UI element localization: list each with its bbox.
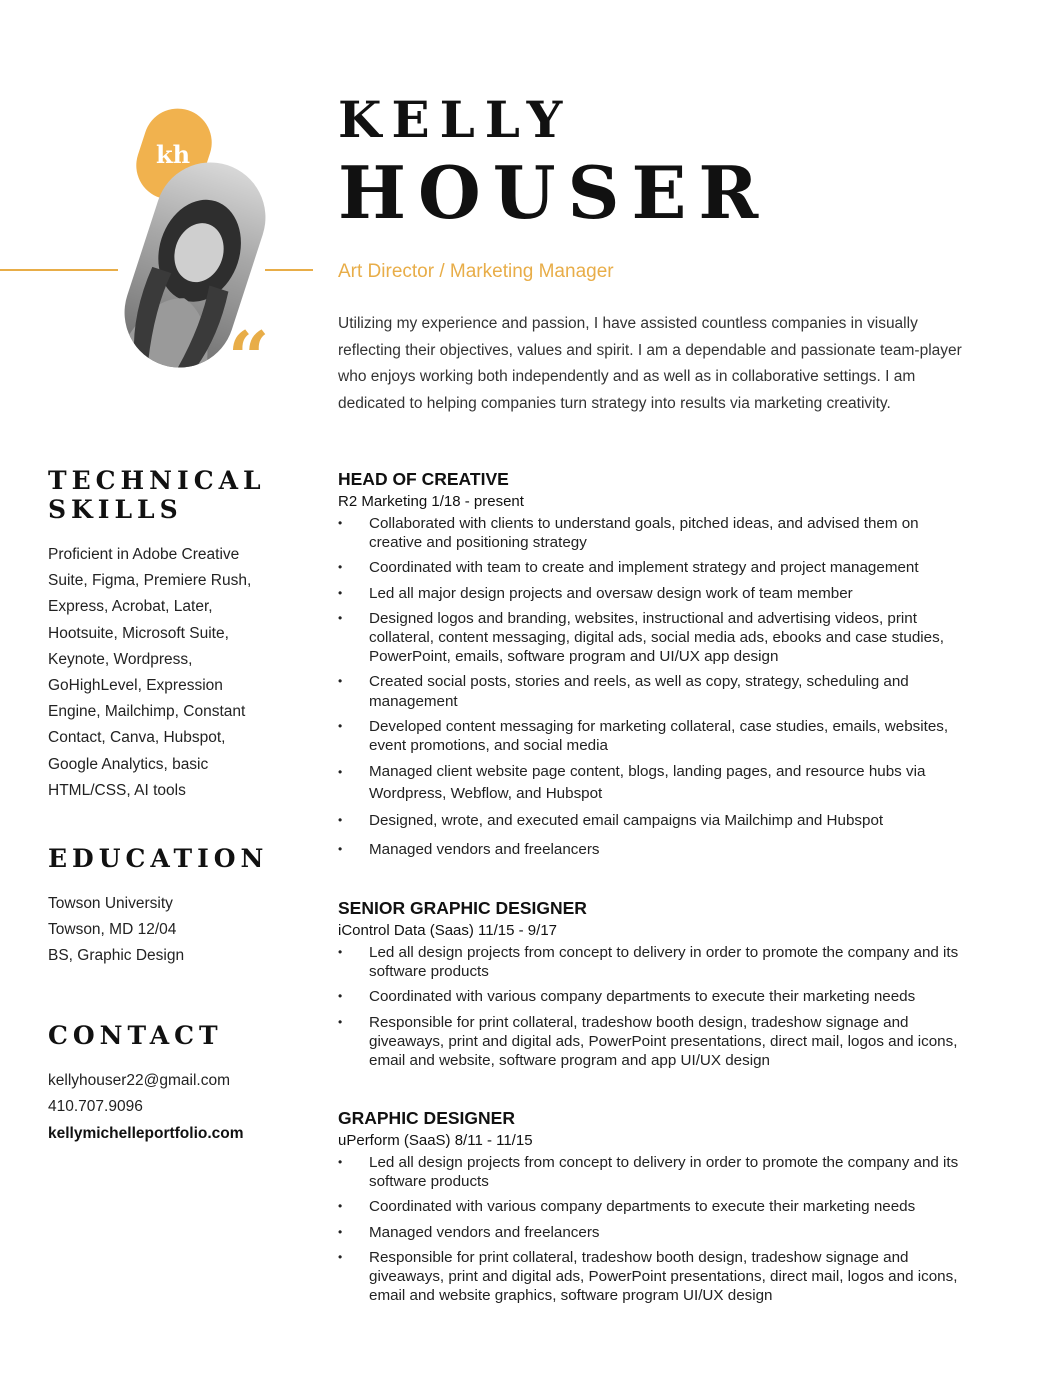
- job-bullet-list: [338, 514, 968, 860]
- last-name: HOUSER: [338, 150, 771, 235]
- education-school: Towson University: [48, 895, 173, 912]
- job-position: SENIOR GRAPHIC DESIGNER: [338, 898, 587, 918]
- quote-icon: “: [228, 315, 270, 400]
- right-accent-rule: [265, 269, 313, 271]
- job-bullet: • Collaborated with clients to understand goals, pitched ideas, and advised them on creative and positioning strategy: [338, 514, 968, 552]
- contact-heading: CONTACT: [48, 1021, 223, 1050]
- job-bullet: • Led all design projects from concept to delivery in order to promote the company and its software products: [338, 1153, 968, 1191]
- job-head-of-creative: [338, 469, 968, 866]
- job-title: Art Director / Marketing Manager: [338, 261, 614, 282]
- contact-website-link[interactable]: kellymichelleportfolio.com: [48, 1125, 244, 1142]
- job-position: HEAD OF CREATIVE: [338, 469, 509, 489]
- job-bullet: • Created social posts, stories and reels, as well as copy, strategy, scheduling and management: [338, 672, 968, 710]
- education-degree: BS, Graphic Design: [48, 947, 185, 964]
- job-bullet: • Designed logos and branding, websites, instructional and advertising videos, print collateral, content messaging, digital ads, social media ads, ebooks and case studies, PowerPoint, emails, software program and UI/UX app design: [338, 609, 968, 667]
- job-company-dates: R2 Marketing 1/18 - present: [338, 493, 524, 510]
- contact-phone[interactable]: 410.707.9096: [48, 1098, 143, 1115]
- education-location: Towson, MD 12/04: [48, 921, 177, 938]
- job-graphic-designer: [338, 1108, 968, 1311]
- job-bullet-list: [338, 1153, 968, 1305]
- job-bullet: • Coordinated with team to create and implement strategy and project management: [338, 558, 968, 577]
- monogram-text: kh: [156, 140, 191, 169]
- job-company-dates: iControl Data (Saas) 11/15 - 9/17: [338, 922, 558, 939]
- job-bullet-list: [338, 943, 968, 1070]
- job-senior-graphic-designer: [338, 898, 968, 1076]
- summary-paragraph: Utilizing my experience and passion, I have assisted countless companies in visually reflecting their objectives, values and spirit. I am a dependable and passionate team-player who enjoys working both independently and as well as in collaborative settings. I am dedicated to helping companies turn strategy into results via marketing creativity.: [338, 315, 962, 412]
- job-bullet: • Managed client website page content, blogs, landing pages, and resource hubs via Wordpress, Webflow, and Hubspot: [338, 761, 968, 805]
- job-bullet: • Designed, wrote, and executed email campaigns via Mailchimp and Hubspot: [338, 811, 968, 830]
- skills-heading-line1: TECHNICAL: [48, 466, 266, 495]
- education-heading: EDUCATION: [48, 844, 269, 873]
- skills-text: Proficient in Adobe Creative Suite, Figma, Premiere Rush, Express, Acrobat, Later, Hootsuite, Microsoft Suite, Keynote, Wordpress, GoHighLevel, Expression Engine, Mailchimp, Constant Contact, Canva, Hubspot, Google Analytics, basic HTML/CSS, AI tools: [48, 546, 252, 799]
- first-name: KELLY: [338, 90, 573, 149]
- job-bullet: • Managed vendors and freelancers: [338, 1223, 968, 1242]
- job-bullet: • Managed vendors and freelancers: [338, 840, 968, 859]
- job-bullet: • Coordinated with various company departments to execute their marketing needs: [338, 987, 968, 1006]
- left-accent-rule: [0, 269, 118, 271]
- job-bullet: • Responsible for print collateral, tradeshow booth design, tradeshow signage and giveaways, print and digital ads, PowerPoint presentations, direct mail, logos and icons, email and website, software program and app UI/UX design: [338, 1013, 968, 1071]
- job-bullet: • Responsible for print collateral, tradeshow booth design, tradeshow signage and giveaways, print and digital ads, PowerPoint presentations, direct mail, logos and icons, email and website graphics, software program UI/UX design: [338, 1248, 968, 1306]
- job-bullet: • Led all major design projects and oversaw design work of team member: [338, 584, 968, 603]
- contact-email[interactable]: kellyhouser22@gmail.com: [48, 1072, 231, 1089]
- skills-heading-line2: SKILLS: [48, 495, 183, 524]
- job-bullet: • Led all design projects from concept to delivery in order to promote the company and its software products: [338, 943, 968, 981]
- job-company-dates: uPerform (SaaS) 8/11 - 11/15: [338, 1132, 533, 1149]
- job-bullet: • Coordinated with various company departments to execute their marketing needs: [338, 1197, 968, 1216]
- job-bullet: • Developed content messaging for marketing collateral, case studies, emails, websites, event promotions, and social media: [338, 717, 968, 755]
- job-position: GRAPHIC DESIGNER: [338, 1108, 515, 1128]
